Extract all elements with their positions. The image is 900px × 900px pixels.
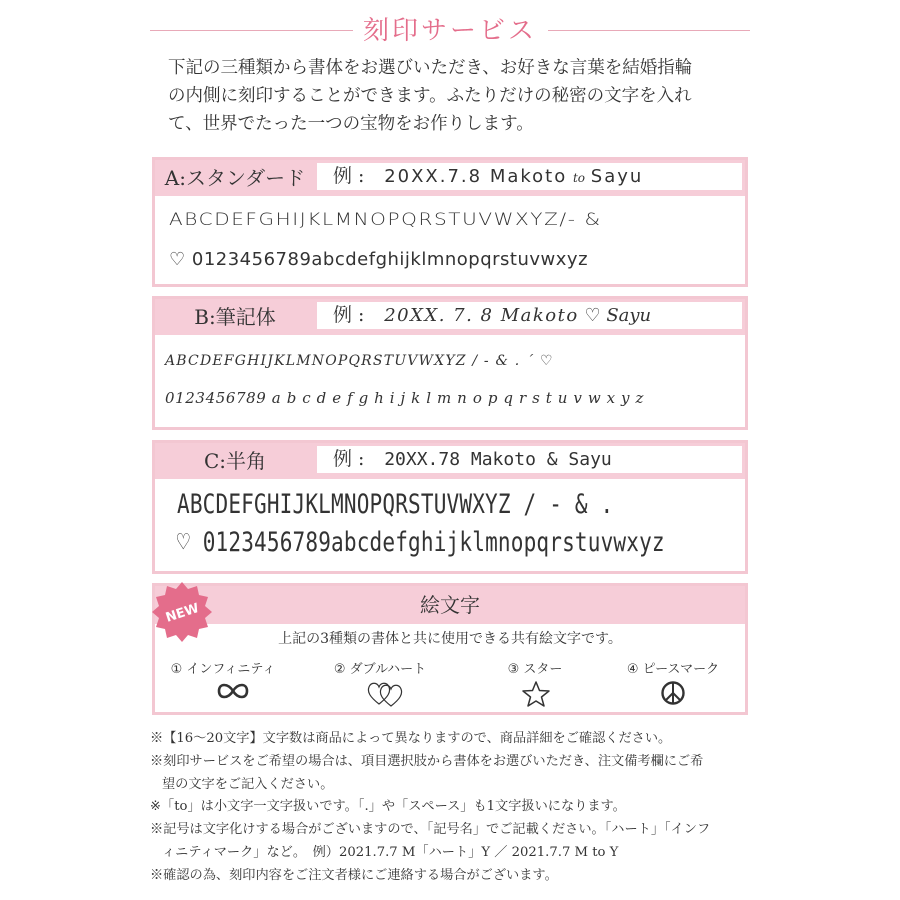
- font-a-example: [317, 163, 742, 190]
- font-b-lower-sample: 0123456789 a b c d e f g h i j k l m n o p q r s t u v w x y z: [165, 389, 645, 407]
- emoji-title: 絵文字: [155, 586, 745, 624]
- new-badge-text: NEW: [163, 601, 202, 626]
- note-line: ※確認の為、刻印内容をご注文者様にご連絡する場合がございます。: [150, 867, 558, 883]
- font-c-lower-sample: ♡ 0123456789abcdefghijklmnopqrstuvwxyz: [177, 527, 665, 558]
- font-a-box: [152, 157, 748, 287]
- heart-icon: ♡: [169, 249, 186, 270]
- note-line: 望の文字をご記入ください。: [162, 776, 334, 792]
- font-c-uppercase-sample: ABCDEFGHIJKLMNOPQRSTUVWXYZ / - & .: [177, 489, 614, 520]
- intro-line: 下記の三種類から書体をお選びいただき、お好きな言葉を結婚指輪: [168, 58, 693, 78]
- note-line: ※記号は文字化けする場合がございますので、「記号名」でご記載ください。「ハート」「インフ: [150, 822, 711, 838]
- emoji-item-double-heart-label: ② ダブルハート: [333, 662, 427, 677]
- example-text: 20XX.78 Makoto & Sayu: [384, 449, 612, 470]
- new-badge: [150, 580, 214, 644]
- emoji-item-peace-label: ④ ピースマーク: [626, 662, 720, 677]
- example-text-end: Sayu: [606, 305, 652, 326]
- emoji-box: [152, 583, 748, 715]
- font-b-box: [152, 296, 748, 430]
- intro-text: [168, 54, 748, 138]
- page-title: 刻印サービス: [362, 16, 537, 46]
- font-b-example: [317, 302, 742, 329]
- note-line: ※【16～20文字】文字数は商品によって異なりますので、商品詳細をご確認ください。: [150, 731, 672, 746]
- notes: [150, 728, 760, 888]
- example-text-end: Sayu: [590, 166, 644, 187]
- example-to: to: [572, 171, 586, 185]
- example-key: 例 :: [333, 304, 365, 326]
- font-b-label: B:筆記体: [194, 305, 276, 329]
- example-key: 例 :: [333, 165, 365, 187]
- intro-line: の内側に刻印することができます。ふたりだけの秘密の文字を入れ: [168, 86, 692, 106]
- font-a-uppercase-sample: ABCDEFGHIJKLMNOPQRSTUVWXYZ/- &: [169, 209, 602, 230]
- heart-icon: ♡: [177, 527, 190, 558]
- font-a-label: A:スタンダード: [164, 166, 306, 190]
- infinity-icon: [215, 680, 251, 702]
- double-heart-icon: [366, 680, 406, 708]
- intro-line: て、世界でたった一つの宝物をお作りします。: [168, 114, 534, 134]
- note-line: ※刻印サービスをご希望の場合は、項目選択肢から書体をお選びいただき、注文備考欄にご希: [150, 753, 704, 769]
- heart-icon: ♡: [584, 305, 601, 326]
- note-line: ※「to」は小文字一文字扱いです。「.」や「スペース」も1文字扱いになります。: [150, 799, 626, 815]
- star-icon: [521, 680, 551, 708]
- example-text: 20XX. 7. 8 Makoto: [384, 305, 579, 326]
- font-c-box: [152, 440, 748, 574]
- emoji-item-star-label: ③ スター: [507, 662, 563, 677]
- font-b-uppercase-sample: ABCDEFGHIJKLMNOPQRSTUVWXYZ / - & . ´ ♡: [165, 353, 554, 369]
- emoji-item-infinity-label: ① インフィニティ: [170, 662, 276, 677]
- peace-icon: [660, 680, 686, 706]
- font-a-lower-sample: ♡ 0123456789abcdefghijklmnopqrstuvwxyz: [169, 249, 589, 270]
- note-line: ィニティマーク」など。 例）2021.7.7 M「ハート」Y ／ 2021.7.7 M to Y: [162, 844, 619, 860]
- emoji-description: 上記の3種類の書体と共に使用できる共有絵文字です。: [278, 631, 622, 647]
- heart-icon: ♡: [539, 353, 554, 369]
- example-text: 20XX.7.8 Makoto: [384, 166, 568, 187]
- example-key: 例 :: [333, 448, 365, 470]
- font-c-example: [317, 446, 742, 473]
- font-c-label: C:半角: [203, 449, 267, 473]
